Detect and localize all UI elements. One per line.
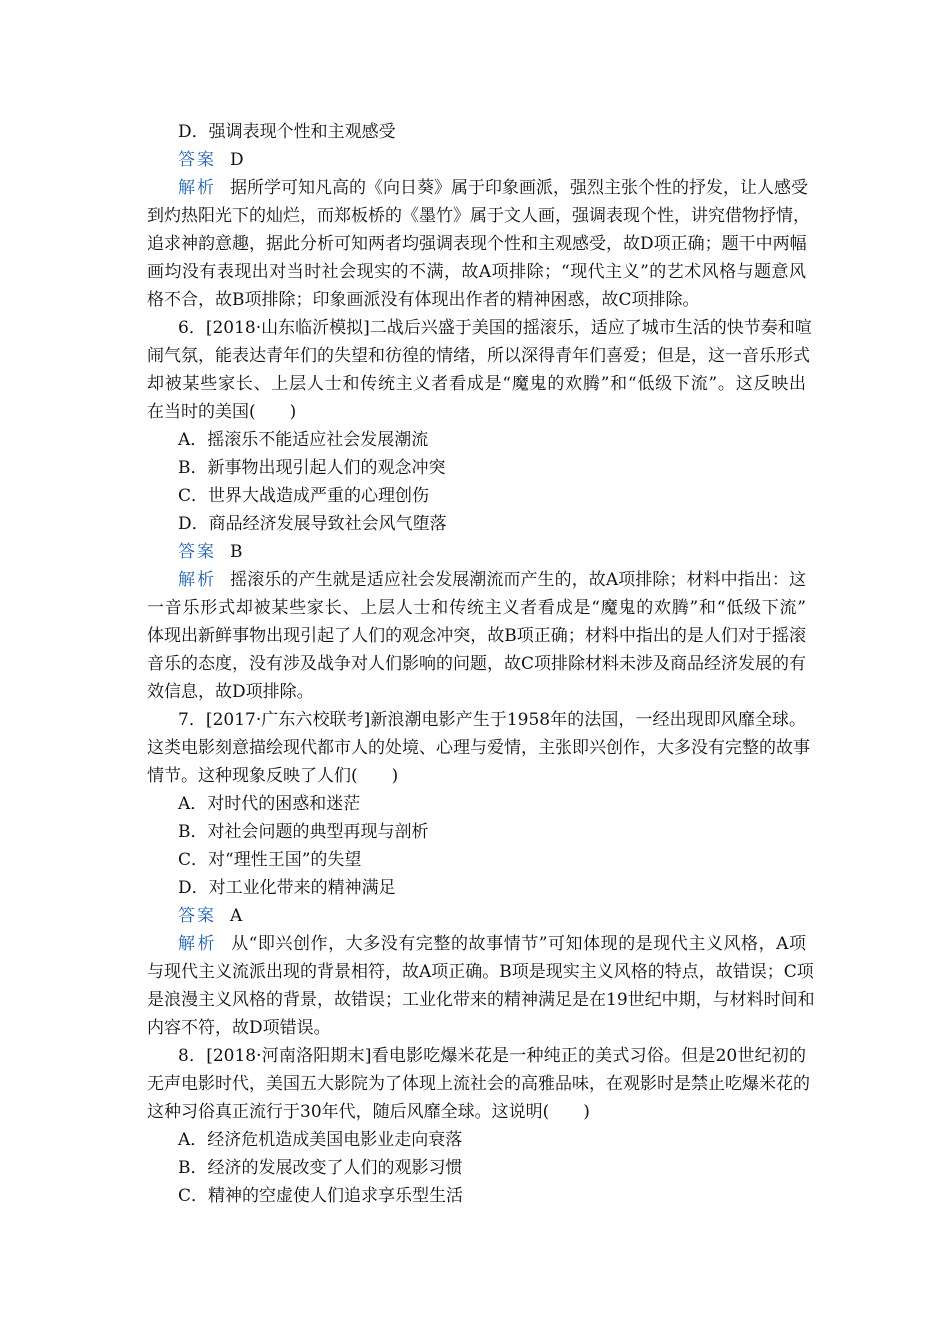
q7-option-d: D．对工业化带来的精神满足 <box>178 878 396 898</box>
q8-option-b: B．经济的发展改变了人们的观影习惯 <box>178 1158 463 1178</box>
answer-value: A <box>230 906 243 926</box>
answer-label: 答案 <box>178 150 216 170</box>
q7-answer <box>178 902 242 930</box>
answer-label: 答案 <box>178 542 216 562</box>
analysis-label: 解析 <box>178 934 218 954</box>
q5-analysis-line: 追求神韵意趣，据此分析可知两者均强调表现个性和主观感受，故D项正确；题干中两幅 <box>147 234 807 254</box>
q5-option-d: D．强调表现个性和主观感受 <box>178 122 396 142</box>
q5-analysis-line: 解析 据所学可知凡高的《向日葵》属于印象画派，强烈主张个性的抒发，让人感受 <box>178 178 808 198</box>
q6-option-d: D．商品经济发展导致社会风气堕落 <box>178 514 447 534</box>
q8-stem-line: 这种习俗真正流行于30年代，随后风靡全球。这说明( ) <box>147 1102 590 1122</box>
analysis-label: 解析 <box>178 178 216 198</box>
answer-value: D <box>230 150 244 170</box>
q7-analysis-line: 内容不符，故D项错误。 <box>147 1018 331 1038</box>
q8-option-a: A．经济危机造成美国电影业走向衰落 <box>178 1130 463 1150</box>
answer-label: 答案 <box>178 906 216 926</box>
q5-answer <box>178 146 244 174</box>
q7-analysis-line: 与现代主义流派出现的背景相符，故A项正确。B项是现实主义风格的特点，故错误；C项 <box>147 962 814 982</box>
q6-analysis-line: 效信息，故D项排除。 <box>147 682 314 702</box>
q5-analysis-line: 画均没有表现出对当时社会现实的不满，故A项排除；“现代主义”的艺术风格与题意风 <box>147 262 806 282</box>
q8-stem-line: 8．[2018·河南洛阳期末]看电影吃爆米花是一种纯正的美式习俗。但是20世纪初的 <box>178 1046 806 1066</box>
q5-analysis-line: 到灼热阳光下的灿烂，而郑板桥的《墨竹》属于文人画，强调表现个性，讲究借物抒情， <box>147 206 810 226</box>
q8-stem-line: 无声电影时代，美国五大影院为了体现上流社会的高雅品味，在观影时是禁止吃爆米花的 <box>147 1074 810 1094</box>
q6-option-c: C．世界大战造成严重的心理创伤 <box>178 486 430 506</box>
q6-analysis-line: 体现出新鲜事物出现引起了人们的观念冲突，故B项正确；材料中指出的是人们对于摇滚 <box>147 626 806 646</box>
q7-stem-line: 7．[2017·广东六校联考]新浪潮电影产生于1958年的法国，一经出现即风靡全球。 <box>178 710 806 730</box>
q7-option-b: B．对社会问题的典型再现与剖析 <box>178 822 429 842</box>
q7-analysis-line: 解析 从“即兴创作，大多没有完整的故事情节”可知体现的是现代主义风格，A项 <box>178 934 806 954</box>
q7-option-a: A．对时代的困惑和迷茫 <box>178 794 361 814</box>
q6-answer <box>178 538 243 566</box>
answer-value: B <box>230 542 243 562</box>
q6-stem-line: 6．[2018·山东临沂模拟]二战后兴盛于美国的摇滚乐，适应了城市生活的快节奏和喧 <box>178 318 812 338</box>
q7-stem-line: 情节。这种现象反映了人们( ) <box>147 766 399 786</box>
q6-option-a: A．摇滚乐不能适应社会发展潮流 <box>178 430 429 450</box>
q6-stem-line: 闹气氛，能表达青年们的失望和彷徨的情绪，所以深得青年们喜爱；但是，这一音乐形式 <box>147 346 810 366</box>
q8-option-c: C．精神的空虚使人们追求享乐型生活 <box>178 1186 464 1206</box>
q7-stem-line: 这类电影刻意描绘现代都市人的处境、心理与爱情，主张即兴创作，大多没有完整的故事 <box>147 738 810 758</box>
q6-stem-line: 却被某些家长、上层人士和传统主义者看成是“魔鬼的欢腾”和“低级下流”。这反映出 <box>147 374 806 394</box>
q7-option-c: C．对“理性王国”的失望 <box>178 850 362 870</box>
q7-analysis-line: 是浪漫主义风格的背景，故错误；工业化带来的精神满足是在19世纪中期，与材料时间和 <box>147 990 815 1010</box>
q6-option-b: B．新事物出现引起人们的观念冲突 <box>178 458 446 478</box>
q5-analysis-line: 格不合，故B项排除；印象画派没有体现出作者的精神困惑，故C项排除。 <box>147 290 700 310</box>
analysis-label: 解析 <box>178 570 217 590</box>
q6-analysis-line: 解析 摇滚乐的产生就是适应社会发展潮流而产生的，故A项排除；材料中指出：这 <box>178 570 806 590</box>
q6-analysis-line: 音乐的态度，没有涉及战争对人们影响的问题，故C项排除材料未涉及商品经济发展的有 <box>147 654 807 674</box>
q6-stem-line: 在当时的美国( ) <box>147 402 297 422</box>
q6-analysis-line: 一音乐形式却被某些家长、上层人士和传统主义者看成是“魔鬼的欢腾”和“低级下流” <box>147 598 806 618</box>
